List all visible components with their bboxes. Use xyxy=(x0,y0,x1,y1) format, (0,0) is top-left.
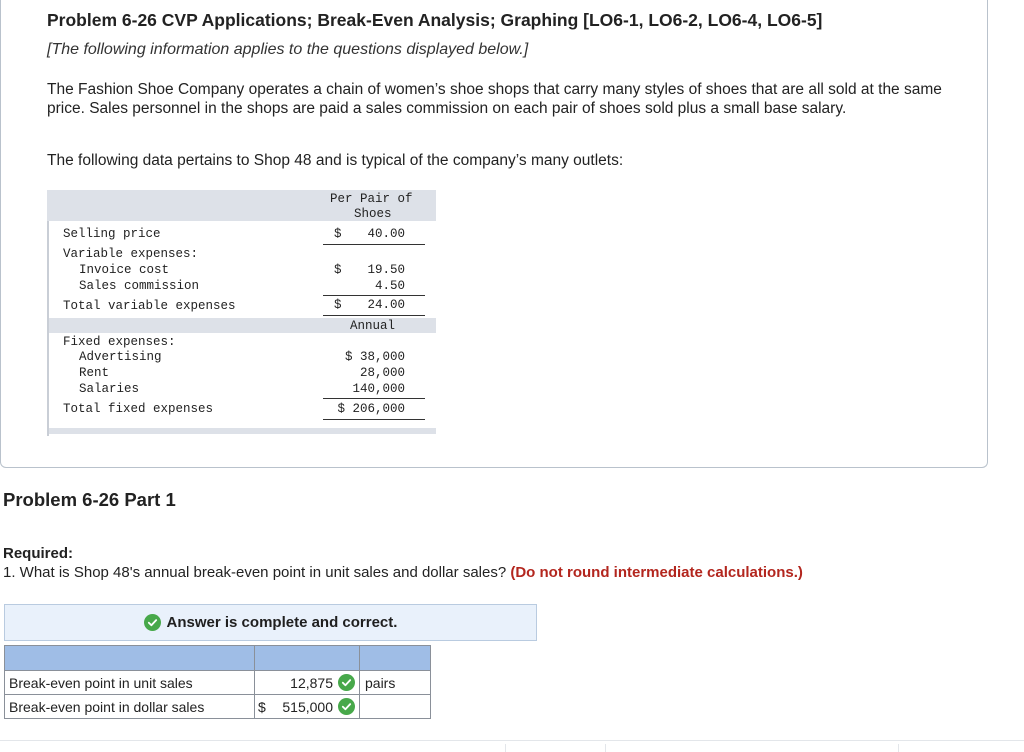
variable-expenses-label: Variable expenses: xyxy=(63,247,199,261)
selling-price-currency: $ xyxy=(334,227,342,241)
answer-status-banner xyxy=(4,604,537,641)
rent-label: Rent xyxy=(79,366,110,380)
check-icon xyxy=(144,614,161,631)
required-label: Required: xyxy=(3,545,74,562)
dollar-sales-value[interactable]: 515,000 xyxy=(282,699,333,715)
footer-divider xyxy=(0,740,1024,741)
per-pair-header-2: Shoes xyxy=(354,207,392,221)
footer-tick xyxy=(605,744,606,752)
row-currency: $ xyxy=(258,699,266,715)
table-left-border xyxy=(47,221,49,436)
row-label: Break-even point in dollar sales xyxy=(5,695,255,719)
problem-note: [The following information applies to the questions displayed below.] xyxy=(47,41,529,58)
total-variable-label: Total variable expenses xyxy=(63,299,236,313)
part-title: Problem 6-26 Part 1 xyxy=(3,489,176,510)
row-unit: pairs xyxy=(360,671,431,695)
underline xyxy=(323,295,425,296)
sales-commission-value: 4.50 xyxy=(374,279,405,293)
selling-price-value: 40.00 xyxy=(367,227,405,241)
total-fixed-value: $ 206,000 xyxy=(337,402,405,416)
answer-table-header xyxy=(5,646,431,671)
rent-value: 28,000 xyxy=(359,366,405,380)
underline xyxy=(323,419,425,420)
advertising-label: Advertising xyxy=(79,350,162,364)
check-icon xyxy=(338,698,355,715)
check-icon xyxy=(338,674,355,691)
problem-intro-data: The following data pertains to Shop 48 and is typical of the company’s many outlets: xyxy=(47,152,624,169)
unit-sales-value[interactable]: 12,875 xyxy=(290,675,333,691)
sales-commission-label: Sales commission xyxy=(79,279,200,293)
shop-data-table xyxy=(47,190,436,435)
total-fixed-label: Total fixed expenses xyxy=(63,402,214,416)
footer-tick xyxy=(898,744,899,752)
advertising-value: $ 38,000 xyxy=(344,350,405,364)
underline xyxy=(323,398,425,399)
question-note: (Do not round intermediate calculations.) xyxy=(510,564,803,581)
required-question xyxy=(3,564,803,581)
invoice-cost-label: Invoice cost xyxy=(79,263,170,277)
question-text: 1. What is Shop 48's annual break-even point in unit sales and dollar sales? xyxy=(3,564,507,581)
salaries-label: Salaries xyxy=(79,382,140,396)
table-row xyxy=(5,671,431,695)
row-label: Break-even point in unit sales xyxy=(5,671,255,695)
header-cell xyxy=(360,646,431,671)
answer-table xyxy=(4,645,431,719)
row-unit xyxy=(360,695,431,719)
fixed-expenses-label: Fixed expenses: xyxy=(63,335,176,349)
dollar-sales-cell[interactable] xyxy=(255,695,360,719)
problem-heading: Problem 6-26 CVP Applications; Break-Even Analysis; Graphing [LO6-1, LO6-2, LO6-4, LO6-5] xyxy=(47,10,823,30)
header-cell xyxy=(255,646,360,671)
salaries-value: 140,000 xyxy=(352,382,405,396)
underline xyxy=(323,244,425,245)
footer-tick xyxy=(505,744,506,752)
header-cell xyxy=(5,646,255,671)
invoice-cost-currency: $ xyxy=(334,263,342,277)
table-row xyxy=(5,695,431,719)
total-variable-value: 24.00 xyxy=(367,298,405,312)
unit-sales-cell[interactable] xyxy=(255,671,360,695)
problem-intro: The Fashion Shoe Company operates a chain of women’s shoe shops that carry many styles of shoes that are all sold at the same price. Sales personnel in the shops are paid a sales commission on each pair of shoes sold plus a small base salary. xyxy=(47,81,942,117)
per-pair-header-1: Per Pair of xyxy=(330,192,413,206)
selling-price-label: Selling price xyxy=(63,227,161,241)
total-variable-currency: $ xyxy=(334,298,342,312)
underline xyxy=(323,315,425,316)
answer-status-text: Answer is complete and correct. xyxy=(166,614,398,631)
annual-header: Annual xyxy=(350,319,396,333)
table-footer-band xyxy=(47,428,436,434)
invoice-cost-value: 19.50 xyxy=(367,263,405,277)
